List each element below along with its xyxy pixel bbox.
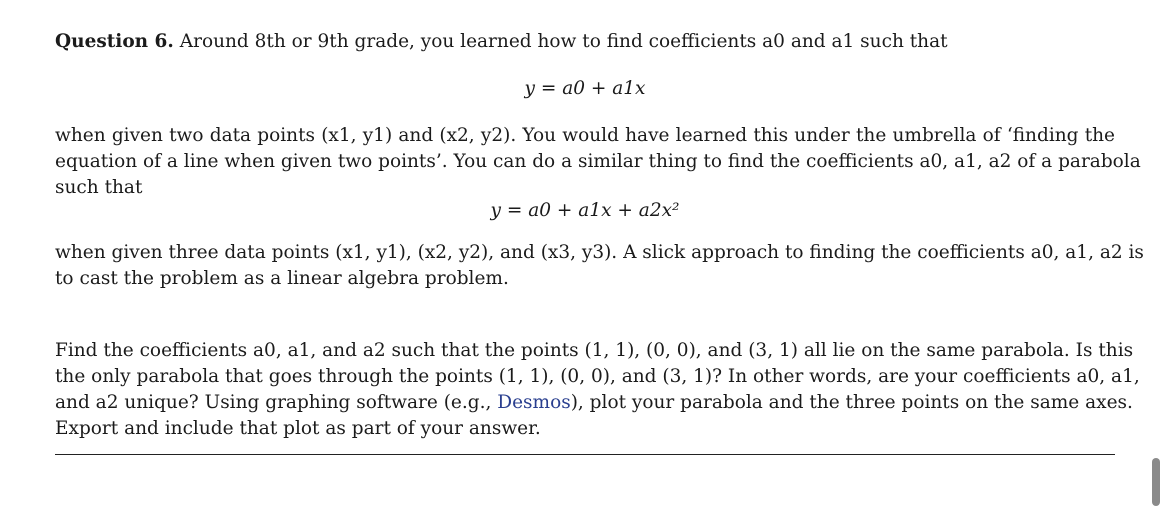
paragraph-line: equation of a line when given two points’. You can do a similar thing to find the coefficients a0, a1, a2 of a parabola [55,151,1141,172]
question-heading: Question 6. [55,31,174,52]
equation-line: y = a0 + a1x [524,78,646,99]
paragraph-task [55,338,1140,442]
scrollbar-thumb[interactable] [1152,458,1160,506]
equation-parabola: y = a0 + a1x + a2x² [490,200,680,221]
paragraph-three-points [55,240,1144,292]
intro-text: Around 8th or 9th grade, you learned how to find coefficients a0 and a1 such that [173,31,948,52]
question-intro [55,29,1115,55]
paragraph-line: when given three data points (x1, y1), (x2, y2), and (x3, y3). A slick approach to finding the coefficients a0, a1, a2 is [55,242,1144,263]
paragraph-line: such that [55,177,143,198]
horizontal-divider [55,454,1115,455]
paragraph-two-points [55,123,1141,201]
paragraph-line: the only parabola that goes through the points (1, 1), (0, 0), and (3, 1)? In other words, are your coefficients a0, a1, [55,366,1140,387]
paragraph-line: Export and include that plot as part of your answer. [55,418,541,439]
paragraph-line: when given two data points (x1, y1) and (x2, y2). You would have learned this under the umbrella of ‘finding the [55,125,1115,146]
desmos-link[interactable]: Desmos [497,392,571,413]
paragraph-line: Find the coefficients a0, a1, and a2 such that the points (1, 1), (0, 0), and (3, 1) all lie on the same parabola. Is this [55,340,1134,361]
paragraph-line: to cast the problem as a linear algebra problem. [55,268,509,289]
paragraph-line: and a2 unique? Using graphing software (e.g., Desmos), plot your parabola and the three points on the same axes. [55,392,1133,413]
